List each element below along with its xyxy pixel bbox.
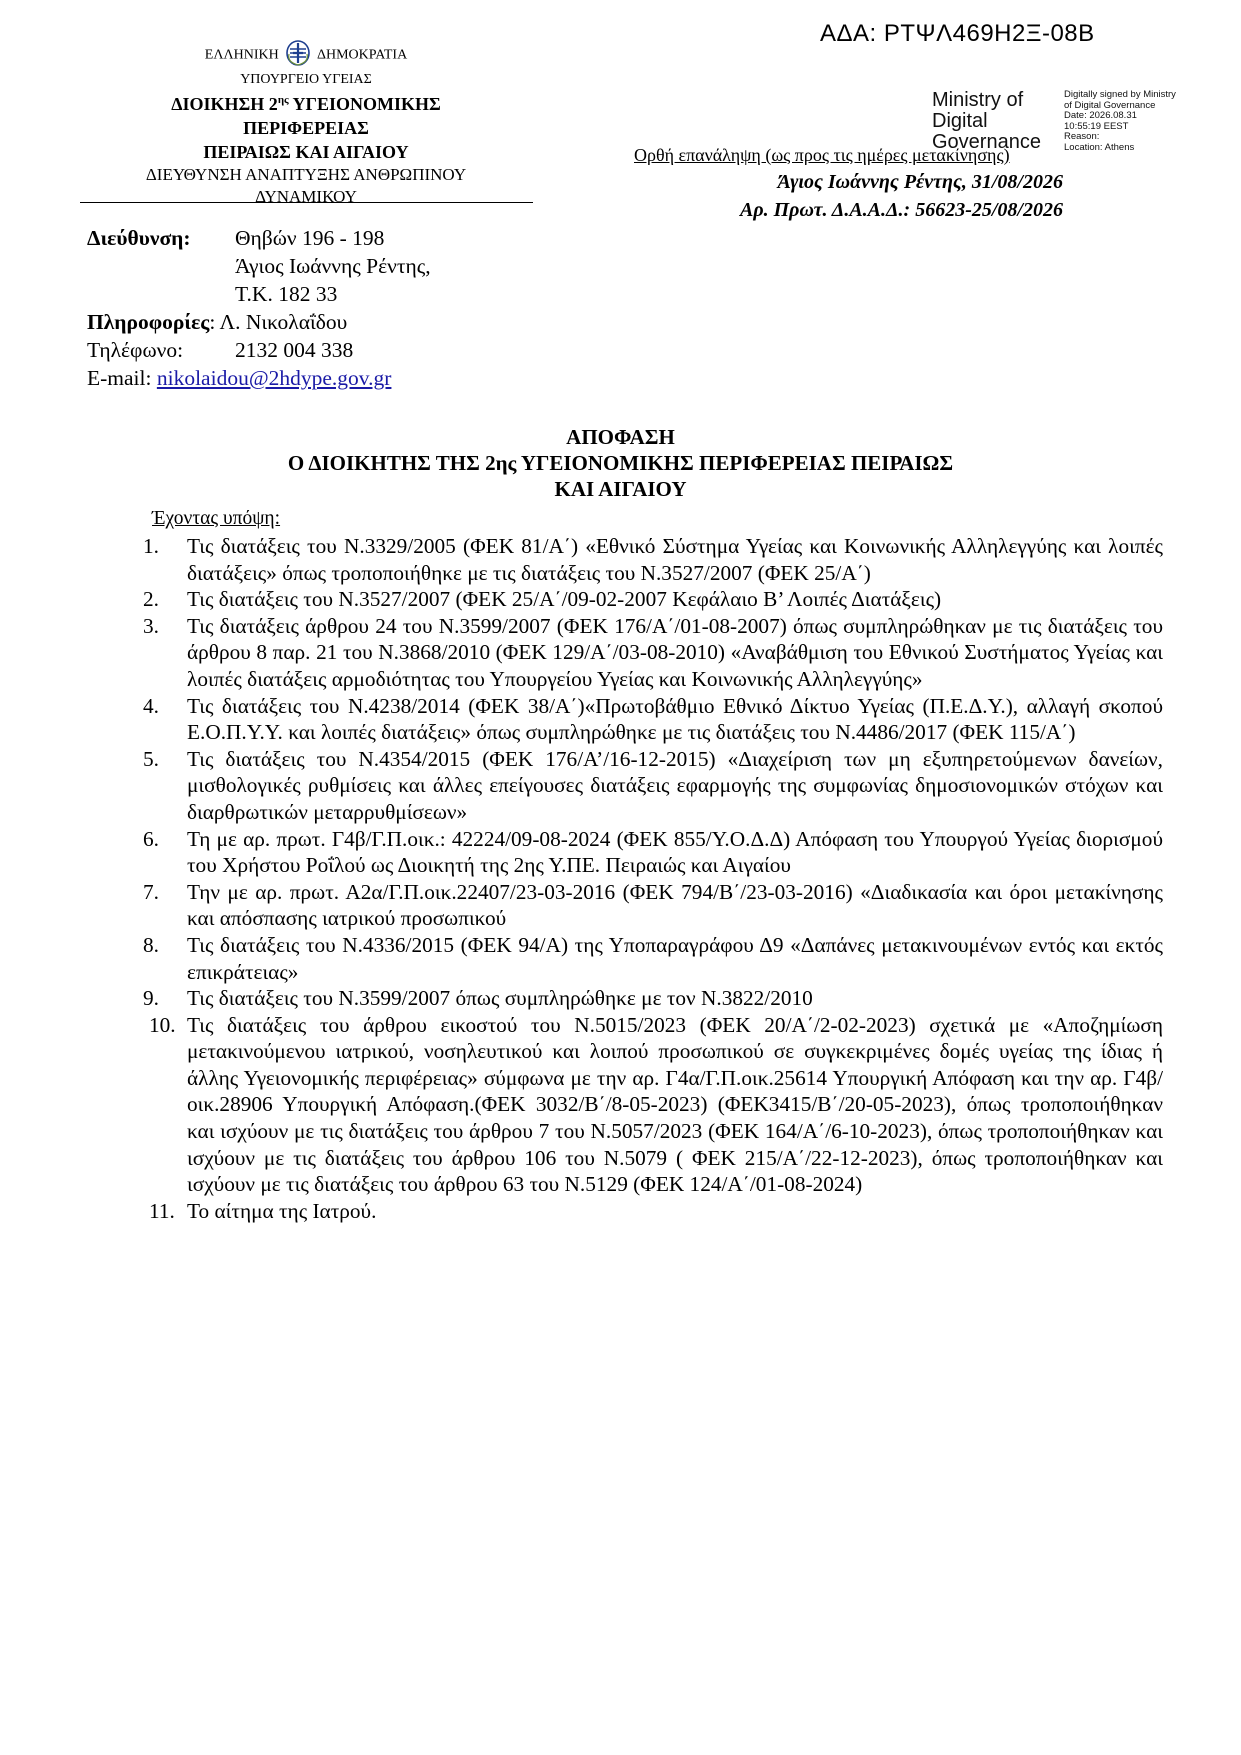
item-text: Τις διατάξεις του Ν.4336/2015 (ΦΕΚ 94/Α) της Υποπαραγράφου Δ9 «Δαπάνες μετακινουμένων εντός και εκτός επικράτειας» — [187, 932, 1163, 984]
directorate-line-1: ΔΙΕΥΘΥΝΣΗ ΑΝΑΠΤΥΞΗΣ ΑΝΘΡΩΠΙΝΟΥ — [145, 165, 467, 184]
signature-detail-4: 10:55:19 EEST — [1064, 120, 1129, 132]
item-number: 11. — [149, 1198, 175, 1223]
item-number: 5. — [143, 746, 159, 771]
administration-line-3: ΠΕΙΡΑΙΩΣ ΚΑΙ ΑΙΓΑΙΟΥ — [203, 142, 409, 162]
signature-org-line-2: Digital — [932, 110, 988, 132]
address-row — [87, 224, 431, 252]
address-line-2: Άγιος Ιωάννης Ρέντης, — [235, 254, 431, 278]
item-number: 8. — [143, 932, 159, 957]
place-date: Άγιος Ιωάννης Ρέντης, 31/08/2026 — [777, 171, 1063, 193]
item-number: 1. — [143, 534, 159, 558]
item-number: 7. — [143, 879, 159, 904]
email-link[interactable]: nikolaidou@2hdype.gov.gr — [156, 366, 392, 390]
item-text: Τις διατάξεις του Ν.3527/2007 (ΦΕΚ 25/Α΄/09-02-2007 Κεφάλαιο Β’ Λοιπές Διατάξεις) — [187, 587, 942, 612]
item-text: Τις διατάξεις του Ν.4354/2015 (ΦΕΚ 176/Α’/16-12-2015) «Διαχείριση των μη εξυπηρετούμενων δανείων, μισθολογικές ρυθμίσεις και άλλες επείγουσες διατάξεις εφαρμογής της συμφωνίας δημοσιονομικών στόχων και διαρθρωτικών μεταρρυθμίσεων» — [187, 746, 1163, 824]
having-regard-label: Έχοντας υπόψη: — [152, 508, 281, 529]
phone-row — [87, 336, 431, 364]
signature-detail-3: Date: 2026.08.31 — [1064, 110, 1137, 121]
item-number: 3. — [143, 613, 159, 638]
ministry-name: ΥΠΟΥΡΓΕΙΟ ΥΓΕΙΑΣ — [240, 72, 372, 87]
list-item — [143, 746, 1163, 826]
address-row-3 — [87, 280, 431, 308]
signature-org-line-3: Governance — [932, 131, 1041, 153]
item-text: Το αίτημα της Ιατρού. — [187, 1198, 377, 1223]
issuer-header — [80, 40, 532, 208]
item-text: Τις διατάξεις του Ν.3329/2005 (ΦΕΚ 81/Α΄) «Εθνικό Σύστημα Υγείας και Κοινωνικής Αλληλεγγύης και λοιπές διατάξεις» όπως τροποποιήθηκε με τις διατάξεις του Ν.3527/2007 (ΦΕΚ 25/Α΄) — [187, 534, 1163, 585]
digital-signature-details — [1064, 90, 1176, 153]
item-text: Τη με αρ. πρωτ. Γ4β/Γ.Π.οικ.: 42224/09-08-2024 (ΦΕΚ 855/Υ.Ο.Δ.Δ) Απόφαση του Υπουργού Υγείας διορισμού του Χρήστου Ροΐλού ως Διοικητή της 2ης Υ.ΠΕ. Πειραιώς και Αιγαίου — [187, 826, 1163, 878]
considerations-list — [143, 533, 1163, 1224]
decision-subtitle-2: ΚΑΙ ΑΙΓΑΙΟΥ — [554, 477, 687, 501]
administration-line-2: ΠΕΡΙΦΕΡΕΙΑΣ — [243, 118, 369, 138]
address-label: Διεύθυνση: — [87, 226, 191, 250]
header-divider — [80, 202, 533, 203]
item-number: 10. — [149, 1012, 176, 1037]
republic-line — [80, 40, 532, 71]
list-item — [143, 985, 1163, 1012]
signature-detail-2: of Digital Governance — [1064, 99, 1156, 111]
list-item — [143, 879, 1163, 932]
info-row — [87, 308, 431, 336]
list-item — [143, 533, 1163, 586]
email-row — [87, 364, 431, 392]
item-number: 4. — [143, 693, 159, 718]
administration-superscript: ης — [277, 94, 289, 106]
item-text: Τις διατάξεις του Ν.3599/2007 όπως συμπληρώθηκε με τον Ν.3822/2010 — [187, 986, 813, 1011]
item-number: 2. — [143, 587, 159, 612]
list-item — [143, 613, 1163, 693]
protocol-number: Αρ. Πρωτ. Δ.Α.Α.Δ.: 56623-25/08/2026 — [739, 199, 1063, 221]
administration-text-2: ΥΓΕΙΟΝΟΜΙΚΗΣ — [288, 94, 441, 114]
list-item — [143, 586, 1163, 613]
signature-detail-5: Reason: — [1064, 131, 1100, 142]
info-label: Πληροφορίες — [87, 310, 210, 334]
signature-org-line-1: Ministry of — [932, 89, 1024, 111]
info-value: : Λ. Νικολαΐδου — [209, 310, 348, 334]
list-item — [149, 1012, 1163, 1198]
directorate-line-2: ΔΥΝΑΜΙΚΟΥ — [255, 187, 357, 206]
address-line-1: Θηβών 196 - 198 — [235, 226, 385, 250]
list-item — [149, 1198, 1163, 1225]
place-and-protocol — [740, 168, 1063, 224]
decision-title: ΑΠΟΦΑΣΗ — [566, 425, 675, 449]
decision-subtitle-1: Ο ΔΙΟΙΚΗΤΗΣ ΤΗΣ 2ης ΥΓΕΙΟΝΟΜΙΚΗΣ ΠΕΡΙΦΕΡΕΙΑΣ ΠΕΙΡΑΙΩΣ — [287, 451, 954, 475]
administration-line-1 — [80, 88, 532, 116]
list-item — [143, 826, 1163, 879]
address-line-3: Τ.Κ. 182 33 — [235, 282, 338, 306]
item-text: Τις διατάξεις του άρθρου εικοστού του Ν.5015/2023 (ΦΕΚ 20/Α΄/2-02-2023) σχετικά με «Αποζημίωση μετακινούμενου ιατρικού, νοσηλευτικού και λοιπού προσωπικού σε συγκεκριμένες δομές υγείας της ίδιας ή άλλης Υγειονομικής περιφέρειας» σύμφωνα με την αρ. Γ4α/Γ.Π.οικ.25614 Υπουργική Απόφαση και την αρ. Γ4β/οικ.28906 Υπουργική Απόφαση.(ΦΕΚ 3032/Β΄/8-05-2023) (ΦΕΚ3415/Β΄/20-05-2023), όπως τροποποιήθηκαν και ισχύουν με τις διατάξεις του άρθρου 7 του Ν.5057/2023 (ΦΕΚ 164/Α΄/6-10-2023), όπως τροποποιήθηκαν και ισχύουν με τις διατάξεις του άρθρου 106 του Ν.5079 ( ΦΕΚ 215/Α΄/22-12-2023), όπως τροποποιήθηκαν και ισχύουν με τις διατάξεις του άρθρου 63 του Ν.5129 (ΦΕΚ 124/Α΄/01-08-2024) — [187, 1012, 1163, 1197]
administration-text: ΔΙΟΙΚΗΣΗ 2 — [171, 94, 278, 114]
item-number: 6. — [143, 826, 159, 851]
phone-label: Τηλέφωνο: — [87, 338, 184, 362]
republic-left: ΕΛΛΗΝΙΚΗ — [204, 47, 279, 63]
contact-block — [87, 224, 431, 392]
republic-right: ΔΗΜΟΚΡΑΤΙΑ — [317, 47, 408, 63]
item-text: Την με αρ. πρωτ. Α2α/Γ.Π.οικ.22407/23-03-2016 (ΦΕΚ 794/Β΄/23-03-2016) «Διαδικασία και όροι μετακίνησης και απόσπασης ιατρικού προσωπικού — [187, 879, 1163, 931]
phone-value: 2132 004 338 — [235, 338, 354, 362]
address-row-2 — [87, 252, 431, 280]
item-text: Τις διατάξεις άρθρου 24 του Ν.3599/2007 (ΦΕΚ 176/Α΄/01-08-2007) όπως συμπληρώθηκαν με τις διατάξεις του άρθρου 8 παρ. 21 του Ν.3868/2010 (ΦΕΚ 129/Α΄/03-08-2010) «Αναβάθμιση του Εθνικού Συστήματος Υγείας και λοιπές διατάξεις αρμοδιότητας του Υπουργείου Υγείας και Κοινωνικής Αλληλεγγύης» — [187, 613, 1163, 691]
email-label: E-mail: — [87, 366, 157, 390]
decision-heading — [80, 424, 1161, 502]
signature-detail-1: Digitally signed by Ministry — [1064, 89, 1176, 100]
signature-detail-6: Location: Athens — [1064, 141, 1135, 153]
correction-note: Ορθή επανάληψη (ως προς τις ημέρες μετακίνησης) — [634, 145, 1010, 165]
item-text: Τις διατάξεις του Ν.4238/2014 (ΦΕΚ 38/Α΄)«Πρωτοβάθμιο Εθνικό Δίκτυο Υγείας (Π.Ε.Δ.Υ.), αλλαγή σκοπού Ε.Ο.Π.Υ.Υ. και λοιπές διατάξεις» όπως συμπληρώθηκε με τις διατάξεις του Ν.4486/2017 (ΦΕΚ 115/Α΄) — [187, 693, 1163, 745]
greek-coat-of-arms-icon — [285, 40, 311, 71]
signature-organization — [932, 90, 1041, 153]
list-item — [143, 693, 1163, 746]
ada-code: ΑΔΑ: ΡΤΨΛ469Η2Ξ-08Β — [820, 20, 1095, 47]
item-number: 9. — [143, 986, 159, 1011]
list-item — [143, 932, 1163, 985]
